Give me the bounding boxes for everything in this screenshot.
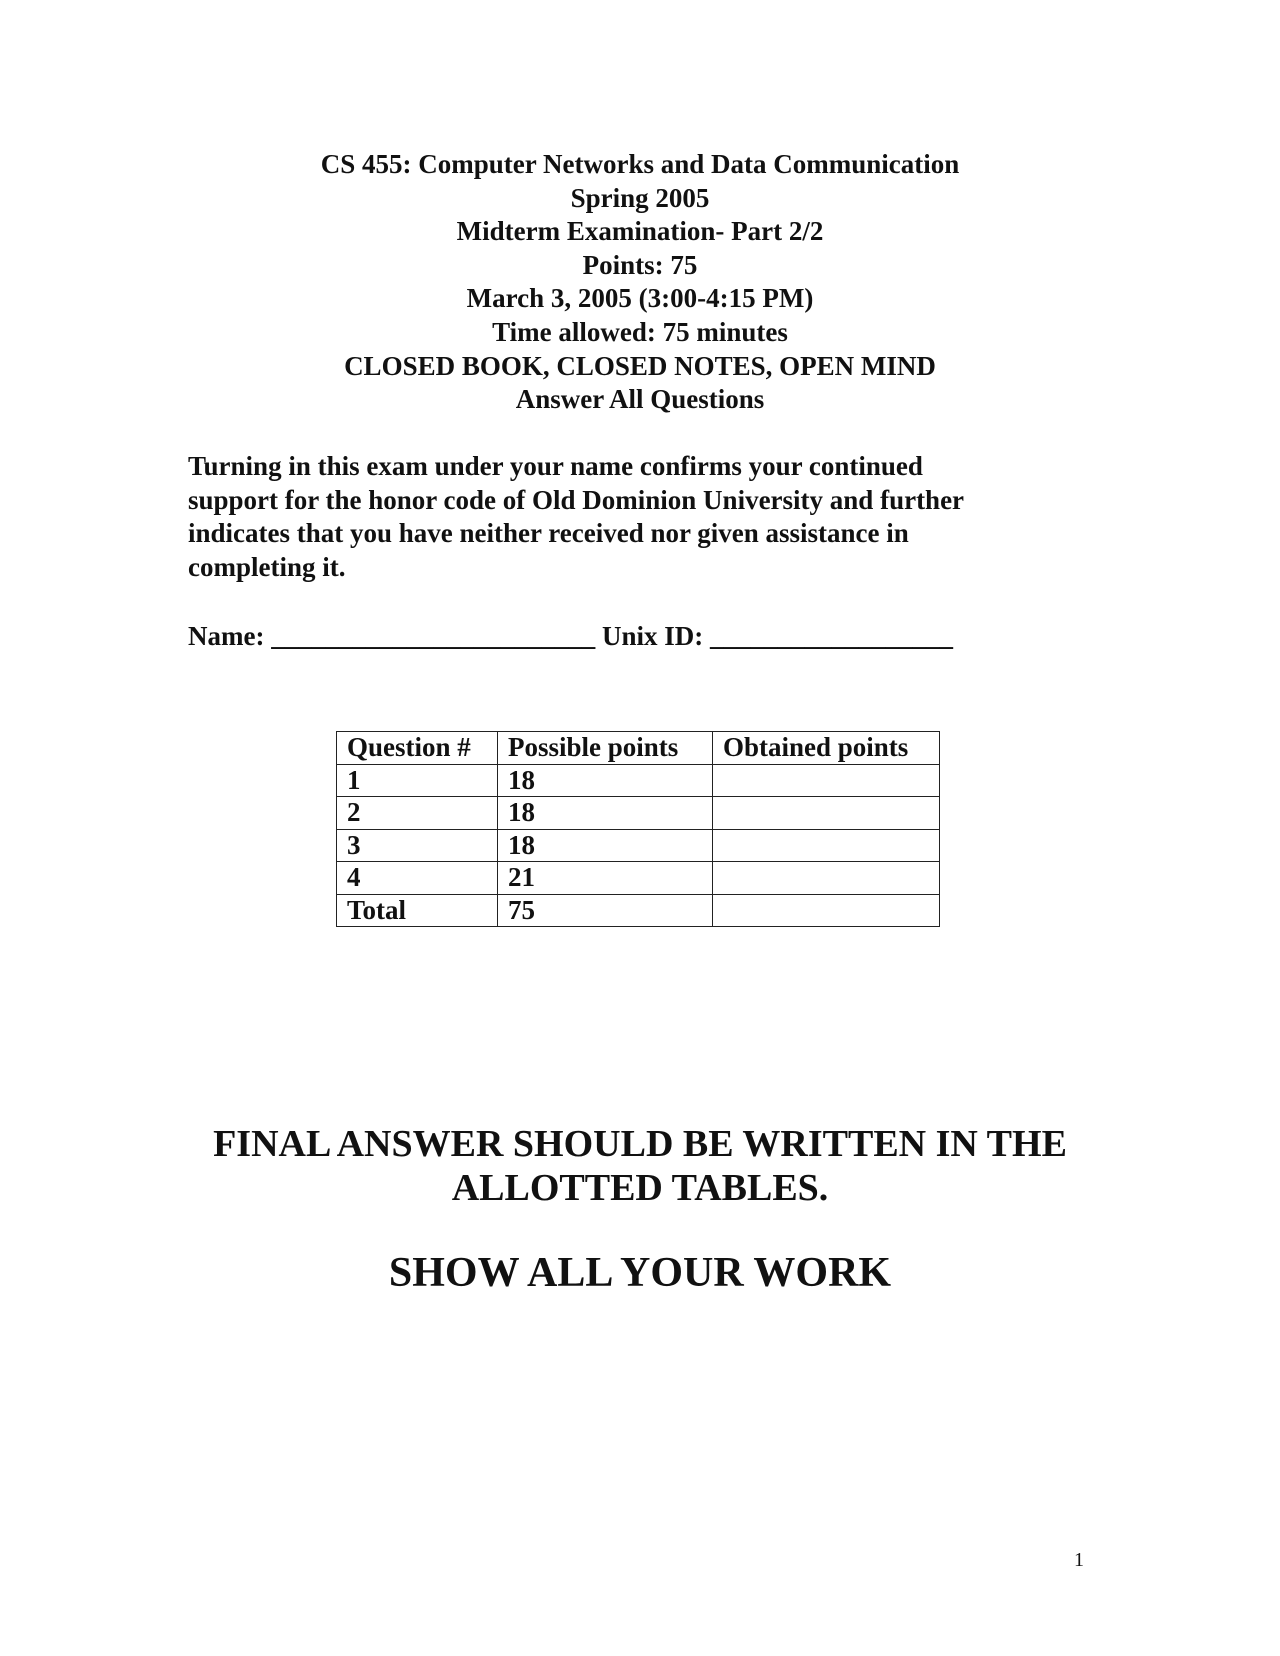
table-row (337, 829, 940, 862)
answer-all: Answer All Questions (515, 384, 765, 415)
question-number-cell: 1 (337, 764, 498, 797)
course-title: CS 455: Computer Networks and Data Communication (320, 149, 960, 179)
question-number-cell: 2 (337, 797, 498, 830)
total-label-cell: Total (337, 894, 498, 927)
student-id-line (188, 619, 953, 653)
final-answer-line: FINAL ANSWER SHOULD BE WRITTEN IN THE (213, 1123, 1067, 1165)
unix-id-label: Unix ID: (601, 621, 704, 651)
possible-points-cell: 18 (498, 829, 713, 862)
possible-points-cell: 21 (498, 862, 713, 895)
honor-line: support for the honor code of Old Dominion University and further (188, 484, 965, 515)
column-header-obtained: Obtained points (713, 732, 940, 765)
honor-statement (188, 450, 1068, 584)
semester: Spring 2005 (570, 182, 710, 213)
exam-date: March 3, 2005 (3:00-4:15 PM) (466, 283, 814, 314)
honor-line: Turning in this exam under your name confirms your continued (188, 451, 923, 481)
possible-points-cell: 18 (498, 797, 713, 830)
question-number-cell: 4 (337, 862, 498, 895)
exam-header (0, 148, 1280, 417)
obtained-points-cell[interactable] (713, 764, 940, 797)
show-work-instruction: SHOW ALL YOUR WORK (388, 1250, 892, 1296)
total-obtained-cell[interactable] (713, 894, 940, 927)
page-number: 1 (1074, 1549, 1084, 1571)
table-row (337, 764, 940, 797)
final-answer-line: ALLOTTED TABLES. (451, 1167, 829, 1209)
obtained-points-cell[interactable] (713, 797, 940, 830)
possible-points-cell: 18 (498, 764, 713, 797)
obtained-points-cell[interactable] (713, 862, 940, 895)
column-header-possible: Possible points (498, 732, 713, 765)
name-label: Name: (188, 621, 265, 651)
exam-title: Midterm Examination- Part 2/2 (456, 216, 824, 247)
honor-line: indicates that you have neither received nor given assistance in (188, 518, 909, 549)
table-row (337, 862, 940, 895)
table-header-row (337, 732, 940, 765)
exam-rules: CLOSED BOOK, CLOSED NOTES, OPEN MIND (344, 350, 936, 381)
time-allowed: Time allowed: 75 minutes (492, 316, 788, 347)
total-possible-cell: 75 (498, 894, 713, 927)
exam-points: Points: 75 (582, 249, 698, 280)
unix-id-field[interactable]: __________________ (709, 621, 953, 651)
score-table (336, 731, 940, 927)
table-row (337, 797, 940, 830)
honor-line: completing it. (188, 551, 346, 582)
column-header-question: Question # (337, 732, 498, 765)
question-number-cell: 3 (337, 829, 498, 862)
table-total-row (337, 894, 940, 927)
final-answer-instruction (0, 1122, 1280, 1210)
name-field[interactable]: ________________________ (271, 621, 596, 651)
obtained-points-cell[interactable] (713, 829, 940, 862)
